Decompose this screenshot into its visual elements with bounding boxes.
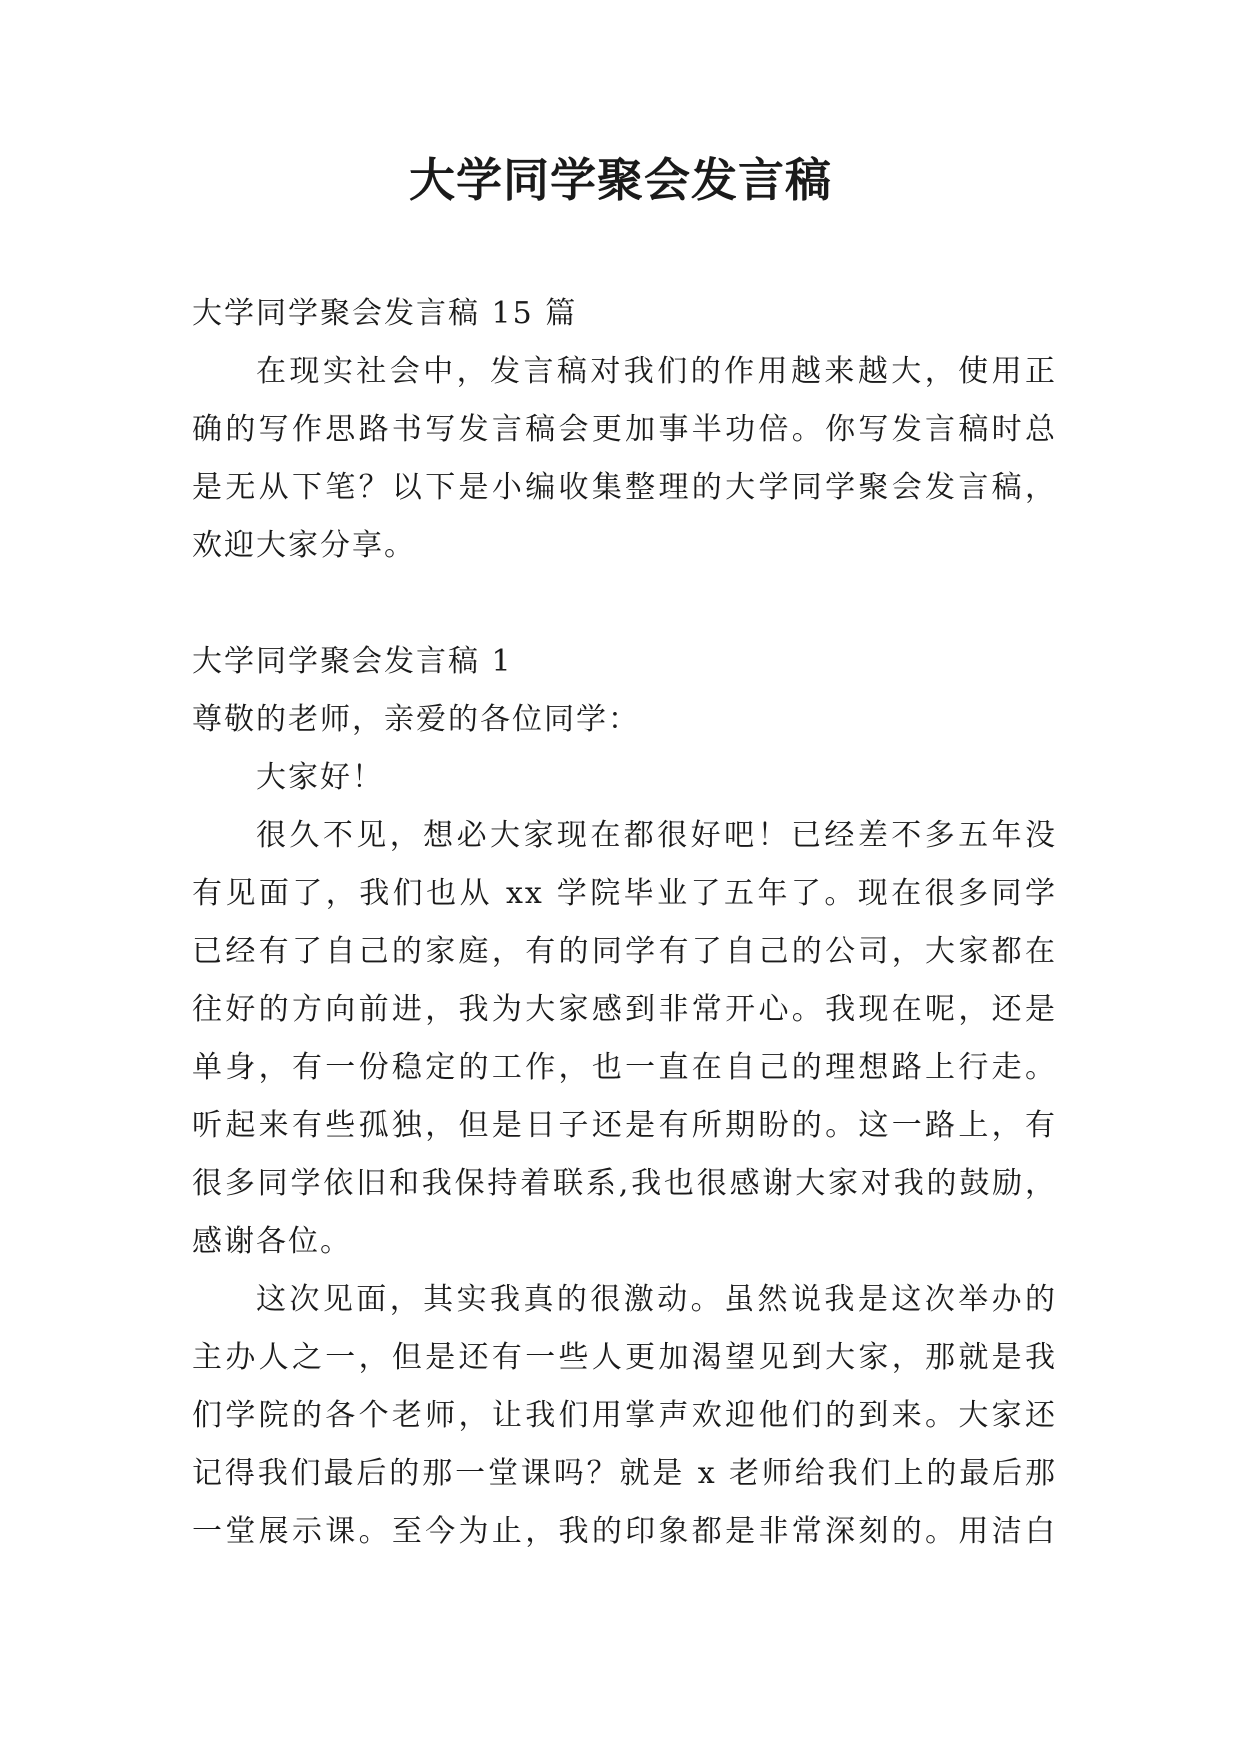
paragraph-line: 记得我们最后的那一堂课吗？就是 x 老师给我们上的最后那: [192, 1456, 1057, 1491]
paragraph-line: 一堂展示课。至今为止，我的印象都是非常深刻的。用洁白: [192, 1514, 1057, 1549]
body-paragraph-1: [192, 807, 1057, 1271]
greeting: 大家好！: [256, 760, 384, 795]
document-body: [192, 285, 1057, 1561]
paragraph-line: 们学院的各个老师，让我们用掌声欢迎他们的到来。大家还: [192, 1398, 1057, 1433]
intro-paragraph: [192, 343, 1057, 575]
paragraph-line: 欢迎大家分享。: [192, 528, 416, 563]
paragraph-line: 听起来有些孤独，但是日子还是有所期盼的。这一路上，有: [192, 1108, 1057, 1143]
paragraph-line: 很久不见，想必大家现在都很好吧！已经差不多五年没: [256, 818, 1057, 853]
paragraph-line: 这次见面，其实我真的很激动。虽然说我是这次举办的: [256, 1282, 1057, 1317]
paragraph-line: 往好的方向前进，我为大家感到非常开心。我现在呢，还是: [192, 992, 1057, 1027]
document-subtitle: 大学同学聚会发言稿 15 篇: [192, 296, 578, 331]
section-heading: 大学同学聚会发言稿 1: [192, 644, 513, 679]
paragraph-line: 感谢各位。: [192, 1224, 352, 1259]
document-title: 大学同学聚会发言稿: [409, 153, 832, 207]
paragraph-line: 已经有了自己的家庭，有的同学有了自己的公司，大家都在: [192, 934, 1057, 969]
blank-line: [192, 575, 1057, 633]
salutation: 尊敬的老师，亲爱的各位同学：: [192, 702, 640, 737]
body-paragraph-2: [192, 1271, 1057, 1561]
paragraph-line: 很多同学依旧和我保持着联系,我也很感谢大家对我的鼓励，: [192, 1166, 1057, 1201]
paragraph-line: 是无从下笔？以下是小编收集整理的大学同学聚会发言稿，: [192, 470, 1057, 505]
paragraph-line: 单身，有一份稳定的工作，也一直在自己的理想路上行走。: [192, 1050, 1057, 1085]
paragraph-line: 主办人之一，但是还有一些人更加渴望见到大家，那就是我: [192, 1340, 1057, 1375]
paragraph-line: 有见面了，我们也从 xx 学院毕业了五年了。现在很多同学: [192, 876, 1057, 911]
paragraph-line: 在现实社会中，发言稿对我们的作用越来越大，使用正: [256, 354, 1057, 389]
paragraph-line: 确的写作思路书写发言稿会更加事半功倍。你写发言稿时总: [192, 412, 1057, 447]
